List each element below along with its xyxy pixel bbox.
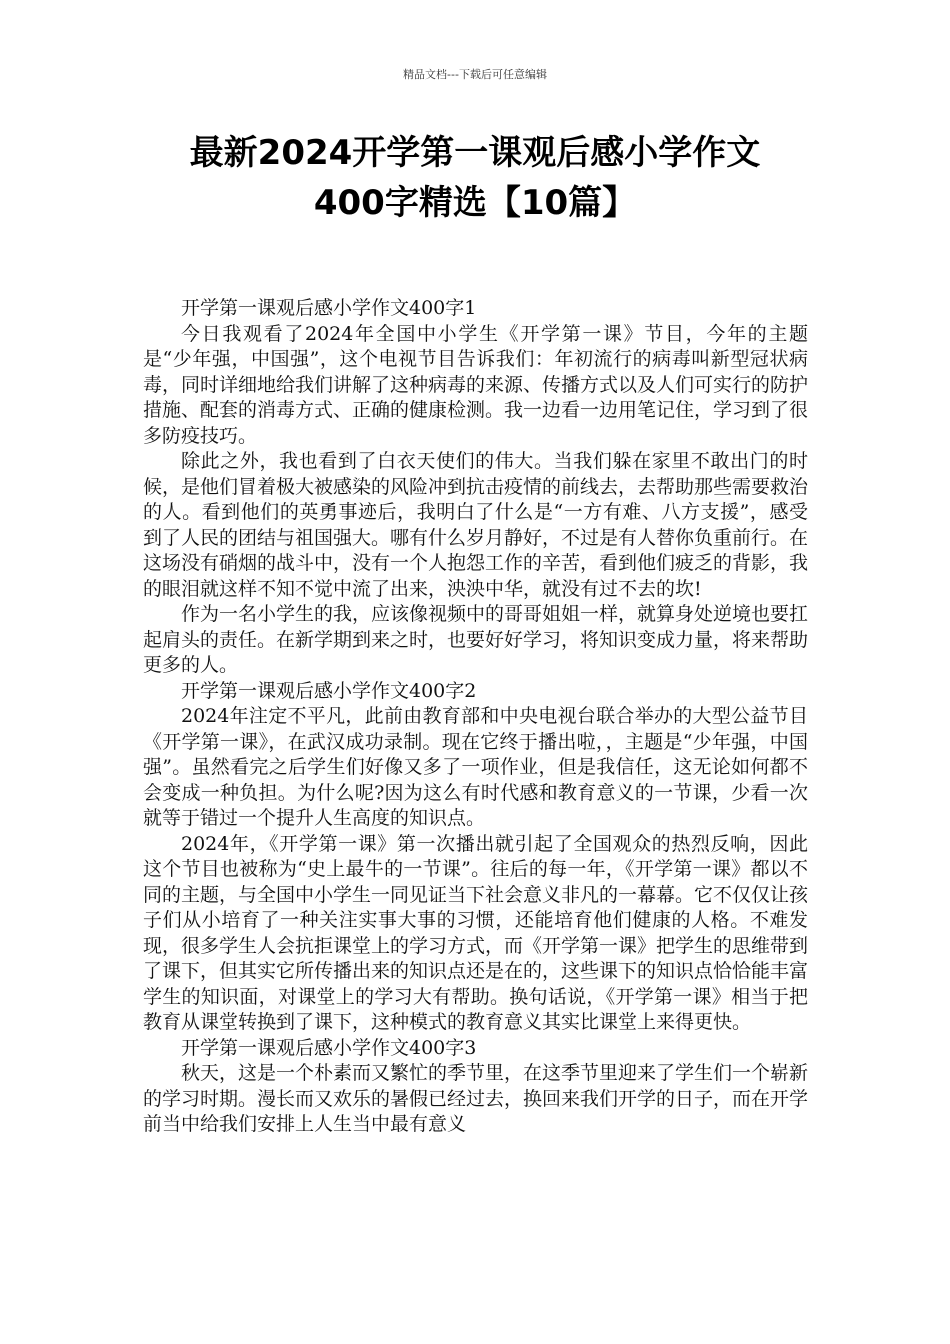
paragraph: 除此之外，我也看到了白衣天使们的伟大。当我们躲在家里不敢出门的时候，是他们冒着极大被感染的风险冲到抗击疫情的前线去，去帮助那些需要救治的人。看到他们的英勇事迹后，我明白了什么是“一方有难、八方支援”，感受到了人民的团结与祖国强大。哪有什么岁月静好，不过是有人替你负重前行。在这场没有硝烟的战斗中，没有一个人抱怨工作的辛苦，看到他们疲乏的背影，我的眼泪就这样不知不觉中流了出来，泱泱中华，就没有过不去的坎! — [143, 450, 809, 600]
paragraph: 2024年注定不平凡，此前由教育部和中央电视台联合举办的大型公益节目《开学第一课》，在武汉成功录制。现在它终于播出啦，，主题是“少年强，中国强”。虽然看完之后学生们好像又多了一项作业，但是我信任，这无论如何都不会变成一种负担。为什么呢?因为这么有时代感和教育意义的一节课，少看一次就等于错过一个提升人生高度的知识点。 — [143, 705, 808, 829]
title-line-1: 最新2024开学第一课观后感小学作文 — [189, 133, 761, 173]
section-heading-1: 开学第一课观后感小学作文400字1 — [181, 297, 477, 319]
title-line-2: 400字精选【10篇】 — [313, 183, 637, 223]
paragraph: 今日我观看了2024年全国中小学生《开学第一课》节目，今年的主题是“少年强，中国强”，这个电视节目告诉我们：年初流行的病毒叫新型冠状病毒，同时详细地给我们讲解了这种病毒的来源、传播方式以及人们可实行的防护措施、配套的消毒方式、正确的健康检测。我一边看一边用笔记住，学习到了很多防疫技巧。 — [143, 322, 809, 447]
paragraph: 作为一名小学生的我，应该像视频中的哥哥姐姐一样，就算身处逆境也要扛起肩头的责任。在新学期到来之时，也要好好学习，将知识变成力量，将来帮助更多的人。 — [143, 603, 809, 676]
document-body — [143, 296, 808, 1138]
paragraph: 秋天，这是一个朴素而又繁忙的季节里，在这季节里迎来了学生们一个崭新的学习时期。漫长而又欢乐的暑假已经过去，换回来我们开学的日子，而在开学前当中给我们安排上人生当中最有意义 — [143, 1062, 809, 1135]
section-heading-3: 开学第一课观后感小学作文400字3 — [181, 1036, 477, 1059]
document-title — [100, 128, 850, 228]
section-heading-2: 开学第一课观后感小学作文400字2 — [181, 679, 477, 702]
paragraph: 2024年，《开学第一课》第一次播出就引起了全国观众的热烈反响，因此这个节目也被称为“史上最牛的一节课”。往后的每一年，《开学第一课》都以不同的主题，与全国中小学生一同见证当下社会意义非凡的一幕幕。它不仅仅让孩子们从小培育了一种关注实事大事的习惯，还能培育他们健康的人格。不难发现，很多学生人会抗拒课堂上的学习方式，而《开学第一课》把学生的思维带到了课下，但其实它所传播出来的知识点还是在的，这些课下的知识点恰恰能丰富学生的知识面，对课堂上的学习大有帮助。换句话说，《开学第一课》相当于把教育从课堂转换到了课下，这种模式的教育意义其实比课堂上来得更快。 — [143, 832, 809, 1033]
page-header-note: 精品文档---下载后可任意编辑 — [403, 68, 547, 81]
